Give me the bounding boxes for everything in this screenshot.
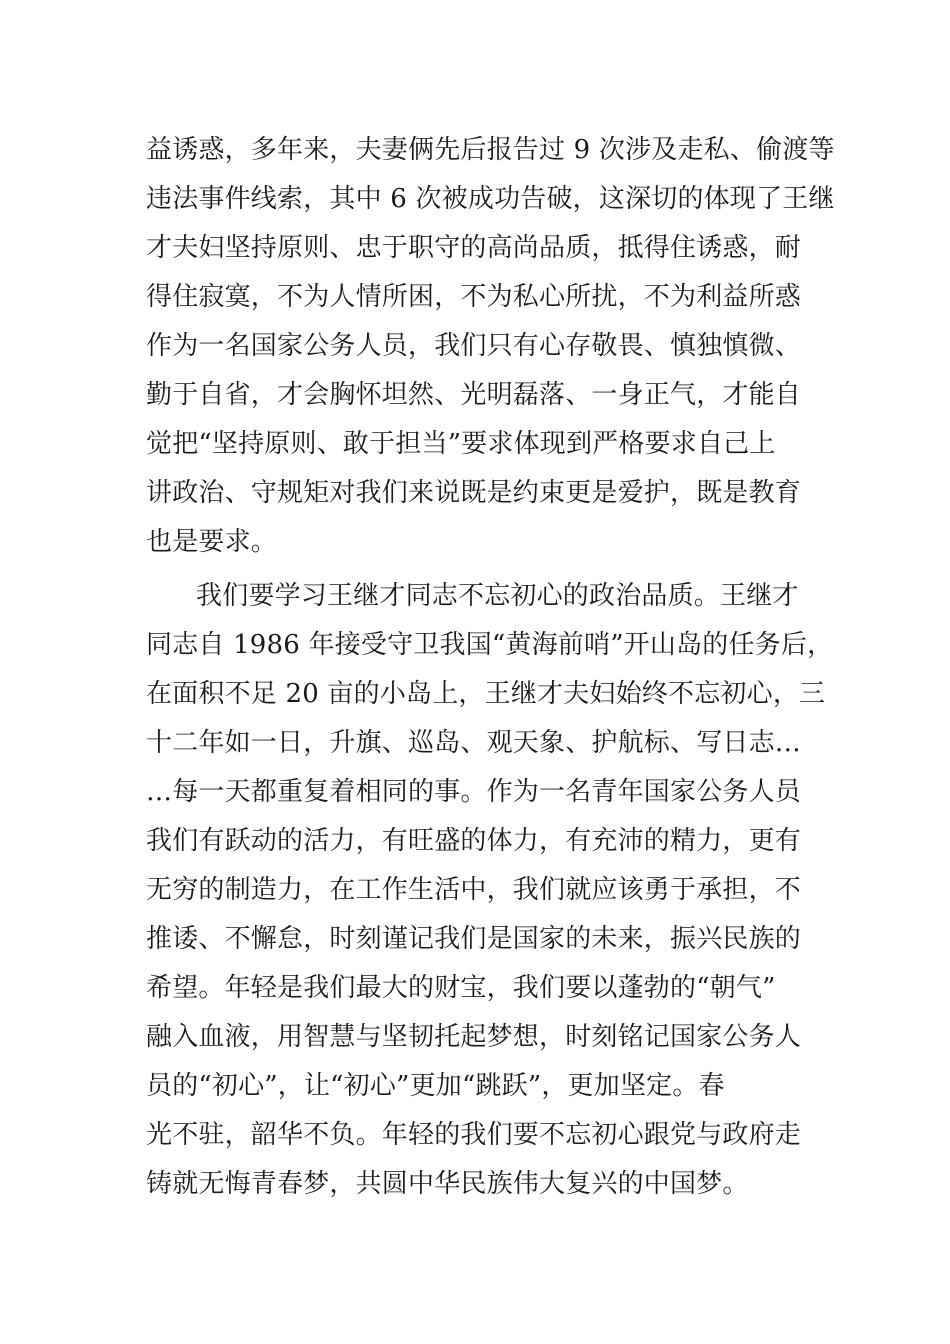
text-line: 觉把“坚持原则、敢于担当”要求体现到严格要求自己上 (146, 429, 776, 459)
text-line: 益诱惑，多年来，夫妻俩先后报告过 9 次涉及走私、偷渡等 (146, 135, 835, 165)
paragraph-first-line: 我们要学习王继才同志不忘初心的政治品质。王继才 (196, 581, 799, 611)
text-line: 才夫妇坚持原则、忠于职守的高尚品质，抵得住诱惑，耐 (146, 233, 802, 263)
text-line: 我们有跃动的活力，有旺盛的体力，有充沛的精力，更有 (146, 826, 802, 856)
text-line: 希望。年轻是我们最大的财宝，我们要以蓬勃的“朝气” (146, 973, 776, 1003)
text-line: 融入血液，用智慧与坚韧托起梦想，时刻铭记国家公务人 (146, 1022, 802, 1052)
text-line: 无穷的制造力，在工作生活中，我们就应该勇于承担，不 (146, 875, 802, 905)
text-line: 十二年如一日，升旗、巡岛、观天象、护航标、写日志… (146, 728, 802, 758)
text-line: 铸就无悔青春梦，共圆中华民族伟大复兴的中国梦。 (146, 1169, 749, 1199)
text-line: 作为一名国家公务人员，我们只有心存敬畏、慎独慎微、 (146, 331, 802, 361)
text-line: 光不驻，韶华不负。年轻的我们要不忘初心跟党与政府走 (146, 1120, 802, 1150)
text-line: 在面积不足 20 亩的小岛上，王继才夫妇始终不忘初心，三 (146, 679, 826, 709)
text-line: …每一天都重复着相同的事。作为一名青年国家公务人员 (146, 777, 802, 807)
text-line: 员的“初心”，让“初心”更加“跳跃”，更加坚定。春 (146, 1071, 725, 1101)
text-line: 也是要求。 (146, 527, 278, 557)
text-line: 勤于自省，才会胸怀坦然、光明磊落、一身正气，才能自 (146, 380, 802, 410)
text-line: 违法事件线索，其中 6 次被成功告破，这深切的体现了王继 (146, 184, 835, 214)
text-line: 讲政治、守规矩对我们来说既是约束更是爱护，既是教育 (146, 478, 802, 508)
text-line: 推诿、不懈怠，时刻谨记我们是国家的未来，振兴民族的 (146, 924, 802, 954)
text-line: 同志自 1986 年接受守卫我国“黄海前哨”开山岛的任务后， (146, 630, 834, 660)
text-line: 得住寂寞，不为人情所困，不为私心所扰，不为利益所惑 (146, 282, 802, 312)
